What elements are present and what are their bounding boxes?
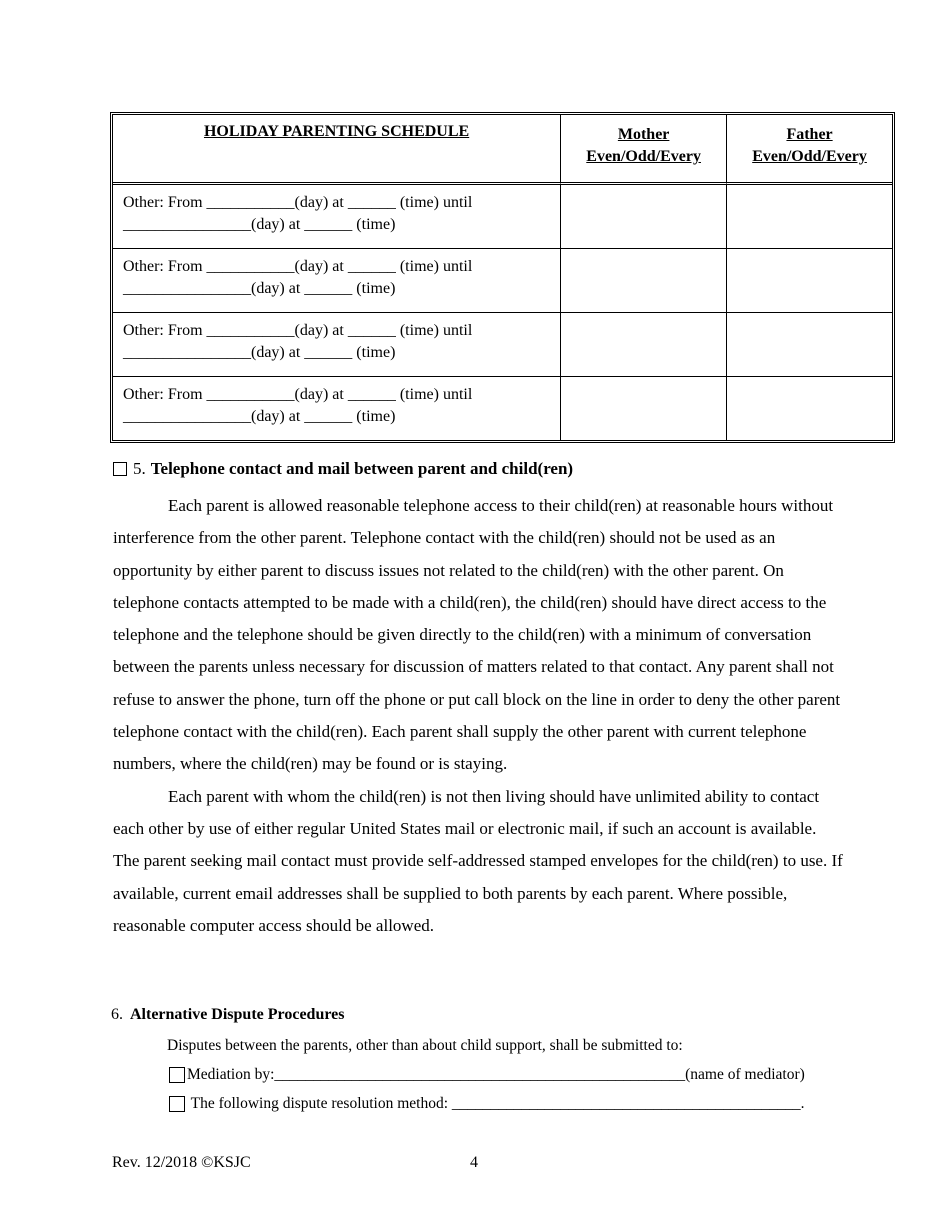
holiday-description-cell (113, 185, 561, 249)
section-6-dispute-procedures (111, 1004, 841, 1026)
mediation-option-label: Mediation by:_____________________________________________________(name of mediator) (187, 1066, 805, 1083)
mother-column-header (561, 115, 727, 185)
holiday-parenting-schedule-table (110, 112, 895, 443)
mother-even-odd-every: Even/Odd/Every (586, 148, 701, 165)
section-6-title: Alternative Dispute Procedures (130, 1006, 345, 1023)
row-line-1: Other: From ___________(day) at ______ (time) until (123, 194, 473, 211)
section-6-intro: Disputes between the parents, other than about child support, shall be submitted to: (167, 1037, 683, 1054)
table-row (113, 313, 892, 377)
row-line-1: Other: From ___________(day) at ______ (time) until (123, 258, 473, 275)
father-column-header (727, 115, 892, 185)
father-label: Father (786, 126, 833, 143)
section-5-telephone-contact (113, 458, 843, 942)
mediation-checkbox[interactable] (169, 1067, 185, 1083)
section-5-paragraph-1: Each parent is allowed reasonable telephone access to their child(ren) at reasonable hours without interference from the other parent. Telephone contact with the child(ren) should not be used as an opportunity by either parent to discuss issues not related to the child(ren) with the other parent. On telephone contacts attempted to be made with a child(ren), the child(ren) should have direct access to the telephone and the telephone should be given directly to the child(ren) with a minimum of conversation between the parents unless necessary for discussion of matters related to that contact. Any parent shall not refuse to answer the phone, turn off the phone or put call block on the line in order to deny the other parent telephone contact with the child(ren). Each parent shall supply the other parent with current telephone numbers, where the child(ren) may be found or is staying. (113, 496, 841, 774)
table-title: HOLIDAY PARENTING SCHEDULE (113, 115, 561, 185)
father-cell[interactable] (727, 313, 892, 377)
holiday-description-cell (113, 377, 561, 440)
section-5-number: 5. (133, 459, 146, 478)
father-cell[interactable] (727, 249, 892, 313)
mediation-option (169, 1066, 805, 1084)
section-5-title: Telephone contact and mail between parent and child(ren) (150, 459, 574, 478)
father-cell[interactable] (727, 377, 892, 440)
row-line-1: Other: From ___________(day) at ______ (time) until (123, 386, 473, 403)
row-line-2: ________________(day) at ______ (time) (123, 344, 396, 361)
section-5-checkbox[interactable] (113, 462, 127, 476)
table-row (113, 185, 892, 249)
page-number: 4 (470, 1154, 478, 1171)
row-line-2: ________________(day) at ______ (time) (123, 280, 396, 297)
mother-cell[interactable] (561, 249, 727, 313)
other-method-option (169, 1095, 805, 1113)
mother-cell[interactable] (561, 313, 727, 377)
revision-footer: Rev. 12/2018 ©KSJC (112, 1154, 251, 1171)
row-line-1: Other: From ___________(day) at ______ (time) until (123, 322, 473, 339)
section-6-heading (111, 1004, 841, 1026)
father-even-odd-every: Even/Odd/Every (752, 148, 867, 165)
section-6-number: 6. (111, 1006, 123, 1023)
mother-label: Mother (617, 126, 670, 143)
mother-cell[interactable] (561, 185, 727, 249)
section-5-paragraph-2: Each parent with whom the child(ren) is not then living should have unlimited ability to contact each other by use of either regular United States mail or electronic mail, if such an account is available. The parent seeking mail contact must provide self-addressed stamped envelopes for the child(ren) to use. If available, current email addresses shall be supplied to both parents by each parent. Where possible, reasonable computer access should be allowed. (113, 786, 843, 935)
section-5-heading (113, 458, 843, 480)
other-method-checkbox[interactable] (169, 1096, 185, 1112)
other-method-option-label: The following dispute resolution method: _____________________________________________. (187, 1095, 805, 1112)
holiday-description-cell (113, 249, 561, 313)
holiday-description-cell (113, 313, 561, 377)
row-line-2: ________________(day) at ______ (time) (123, 408, 396, 425)
row-line-2: ________________(day) at ______ (time) (123, 216, 396, 233)
table-row (113, 377, 892, 440)
table-row (113, 249, 892, 313)
father-cell[interactable] (727, 185, 892, 249)
mother-cell[interactable] (561, 377, 727, 440)
